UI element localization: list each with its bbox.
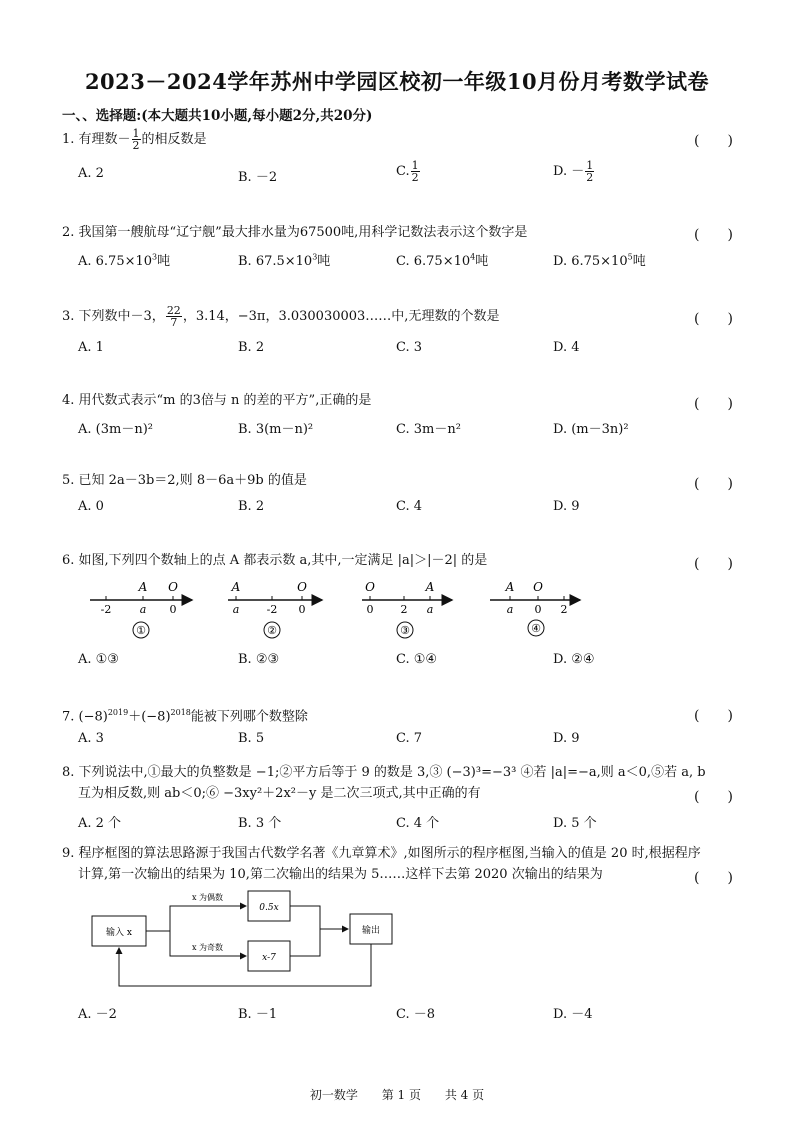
- point-label: A: [138, 580, 148, 594]
- q9-option-b[interactable]: B. －1: [238, 1007, 278, 1022]
- question-2: 2. 我国第一艘航母“辽宁舰”最大排水量为67500吨,用科学记数法表示这个数字是: [62, 225, 528, 240]
- q1-text-post: 的相反数是: [141, 132, 207, 147]
- fraction: $\frac{22}{7}$: [166, 304, 181, 329]
- fraction: $\frac{1}{2}$: [132, 127, 140, 152]
- point-label: O: [533, 580, 543, 594]
- axis-number-label: ③: [400, 624, 410, 637]
- section-heading: 一、、选择题:(本大题共10小题,每小题2分,共20分): [62, 108, 373, 124]
- answer-bracket[interactable]: ( ): [694, 476, 733, 492]
- q6-option-a[interactable]: A. ①③: [78, 652, 119, 667]
- q1-option-a[interactable]: A. 2: [78, 166, 104, 181]
- q7-option-d[interactable]: D. 9: [553, 731, 580, 746]
- q2-option-d[interactable]: D. $6.75\times 10^5$吨: [553, 252, 646, 269]
- q5-option-b[interactable]: B. 2: [238, 499, 265, 514]
- answer-bracket[interactable]: ( ): [694, 556, 733, 572]
- q2-option-b[interactable]: B. $67.5\times 10^3$吨: [238, 252, 331, 269]
- q8-option-c[interactable]: C. 4 个: [396, 816, 440, 831]
- q6-option-b[interactable]: B. ②③: [238, 652, 280, 667]
- question-8-line-2: 互为相反数,则 ab＜0;⑥ −3xy²＋2x²－y 是二次三项式,其中正确的有: [78, 786, 481, 801]
- tick-label: a: [506, 603, 514, 616]
- axis-number-label: ④: [531, 622, 541, 635]
- q6-option-d[interactable]: D. ②④: [553, 652, 595, 667]
- page-footer: [0, 1086, 794, 1103]
- question-9-line-1: 9. 程序框图的算法思路源于我国古代数学名著《九章算术》,如图所示的程序框图,当输入的值是 20 时,根据程序: [62, 846, 701, 861]
- question-8-line-1: 8. 下列说法中,①最大的负整数是 −1;②平方后等于 9 的数是 3,③ (−3)³=−3³ ④若 |a|=−a,则 a＜0,⑤若 a, b: [62, 765, 706, 780]
- footer-subject: 初一数学: [309, 1088, 358, 1102]
- q7-option-a[interactable]: A. 3: [78, 731, 104, 746]
- tick-label: 0: [298, 603, 306, 616]
- number-line-1: [90, 580, 192, 638]
- q5-option-a[interactable]: A. 0: [78, 499, 104, 514]
- answer-bracket[interactable]: ( ): [694, 789, 733, 805]
- q1-option-d[interactable]: D. － $\frac{1}{2}$: [553, 159, 594, 184]
- q3-option-d[interactable]: D. 4: [553, 340, 580, 355]
- output-label: 输出: [361, 926, 381, 936]
- answer-bracket[interactable]: ( ): [694, 396, 733, 412]
- even-condition-label: x 为偶数: [192, 893, 224, 902]
- point-label: A: [231, 580, 241, 594]
- q3-option-b[interactable]: B. 2: [238, 340, 265, 355]
- tick-label: 2: [400, 603, 408, 616]
- point-label: A: [425, 580, 435, 594]
- q9-option-d[interactable]: D. －4: [553, 1007, 593, 1022]
- input-label: 输入 x: [106, 928, 132, 938]
- number-line-3: [362, 580, 452, 638]
- q1-option-c[interactable]: C. $\frac{1}{2}$: [396, 159, 419, 184]
- q8-option-d[interactable]: D. 5 个: [553, 816, 597, 831]
- tick-label: 2: [560, 603, 568, 616]
- axis-number-label: ②: [267, 624, 277, 637]
- tick-label: a: [232, 603, 240, 616]
- q7-option-b[interactable]: B. 5: [238, 731, 265, 746]
- odd-operation-label: x-7: [262, 953, 276, 963]
- question-3: 3. 下列数中－3， $\frac{22}{7}$ ，3.14，−3π，3.030030003……中,无理数的个数是: [62, 304, 500, 329]
- q3-option-c[interactable]: C. 3: [396, 340, 423, 355]
- question-6: 6. 如图,下列四个数轴上的点 A 都表示数 a,其中,一定满足 |a|＞|－2| 的是: [62, 553, 488, 568]
- q5-option-d[interactable]: D. 9: [553, 499, 580, 514]
- tick-label: 0: [366, 603, 374, 616]
- even-operation-label: 0.5x: [259, 903, 279, 913]
- q7-option-c[interactable]: C. 7: [396, 731, 423, 746]
- q4-option-d[interactable]: D. (m－3n)²: [553, 422, 629, 437]
- q8-option-a[interactable]: A. 2 个: [78, 816, 122, 831]
- number-line-2: [228, 580, 322, 638]
- point-label: A: [505, 580, 515, 594]
- q3-option-a[interactable]: A. 1: [78, 340, 104, 355]
- q2-option-a[interactable]: A. $6.75\times 10^3$吨: [78, 252, 171, 269]
- number-line-4: [490, 580, 580, 636]
- tick-label: -2: [266, 603, 278, 616]
- question-4: 4. 用代数式表示“m 的3倍与 n 的差的平方”,正确的是: [62, 393, 372, 408]
- q9-option-c[interactable]: C. －8: [396, 1007, 436, 1022]
- q9-option-a[interactable]: A. －2: [78, 1007, 117, 1022]
- answer-bracket[interactable]: ( ): [694, 133, 733, 149]
- exam-title: 2023－2024学年苏州中学园区校初一年级10月份月考数学试卷: [84, 69, 710, 94]
- odd-condition-label: x 为奇数: [192, 943, 224, 952]
- q6-option-c[interactable]: C. ①④: [396, 652, 438, 667]
- q1-option-b[interactable]: B. －2: [238, 170, 278, 185]
- answer-bracket[interactable]: ( ): [694, 708, 733, 724]
- question-9-line-2: 计算,第一次输出的结果为 10,第二次输出的结果为 5……这样下去第 2020 次输出的结果为: [78, 867, 603, 882]
- number-lines-figure: [80, 575, 620, 645]
- answer-bracket[interactable]: ( ): [694, 311, 733, 327]
- program-flowchart: [80, 886, 410, 996]
- question-1: [62, 128, 207, 151]
- tick-label: 0: [169, 603, 177, 616]
- q5-option-c[interactable]: C. 4: [396, 499, 423, 514]
- axis-number-label: ①: [136, 624, 146, 637]
- tick-label: -2: [100, 603, 112, 616]
- q4-option-a[interactable]: A. (3m－n)²: [78, 422, 153, 437]
- tick-label: a: [426, 603, 434, 616]
- tick-label: 0: [534, 603, 542, 616]
- q2-option-c[interactable]: C. $6.75\times 10^4$吨: [396, 252, 489, 269]
- answer-bracket[interactable]: ( ): [694, 870, 733, 886]
- q4-option-b[interactable]: B. 3(m－n)²: [238, 422, 314, 437]
- footer-total: 共 4 页: [444, 1088, 485, 1102]
- tick-label: a: [139, 603, 147, 616]
- question-5: 5. 已知 2a－3b＝2,则 8－6a＋9b 的值是: [62, 473, 307, 488]
- point-label: O: [297, 580, 307, 594]
- q1-text-pre: 1. 有理数－: [62, 132, 131, 147]
- point-label: O: [365, 580, 375, 594]
- answer-bracket[interactable]: ( ): [694, 227, 733, 243]
- question-7: 7. $(-8)^{2019}+(-8)^{2018}$能被下列哪个数整除: [62, 708, 308, 725]
- q4-option-c[interactable]: C. 3m－n²: [396, 422, 461, 437]
- footer-page: 第 1 页: [381, 1088, 421, 1102]
- q8-option-b[interactable]: B. 3 个: [238, 816, 282, 831]
- point-label: O: [168, 580, 178, 594]
